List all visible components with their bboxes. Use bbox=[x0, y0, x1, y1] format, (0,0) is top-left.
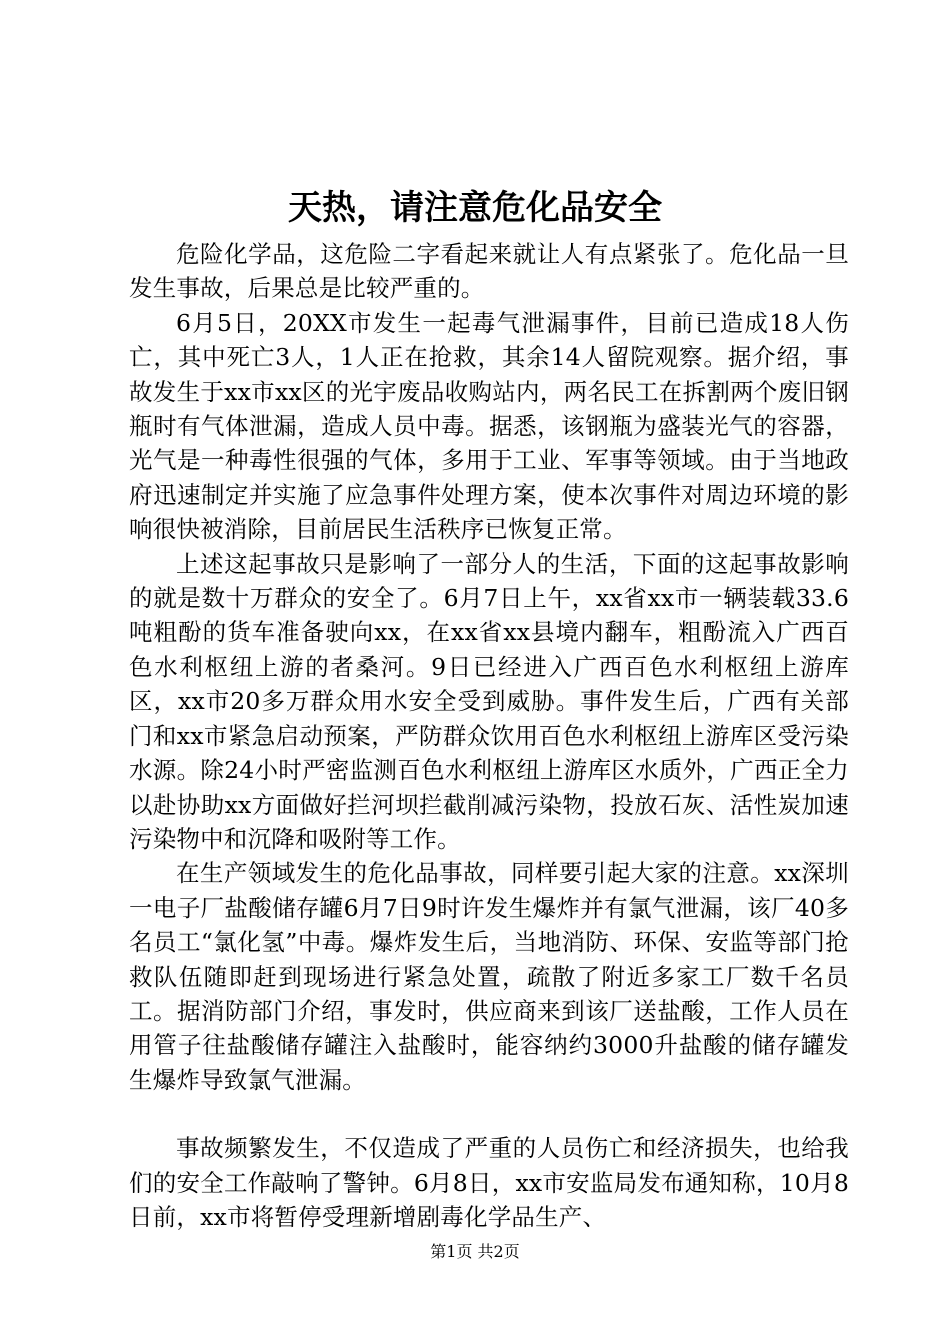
document-body bbox=[129, 237, 849, 1234]
paragraph-warning: 事故频繁发生，不仅造成了严重的人员伤亡和经济损失，也给我们的安全工作敲响了警钟。6月8日，xx市安监局发布通知称，10月8日前，xx市将暂停受理新增剧毒化学品生产、 bbox=[129, 1134, 849, 1231]
paragraph-intro: 危险化学品，这危险二字看起来就让人有点紧张了。危化品一旦发生事故，后果总是比较严重的。 bbox=[129, 240, 849, 303]
paragraph-factory-explosion: 在生产领域发生的危化品事故，同样要引起大家的注意。xx深圳一电子厂盐酸储存罐6月7日9时许发生爆炸并有氯气泄漏，该厂40多名员工“氯化氢”中毒。爆炸发生后，当地消防、环保、安监等部门抢救队伍随即赶到现场进行紧急处置，疏散了附近多家工厂数千名员工。据消防部门介绍，事发时，供应商来到该厂送盐酸，工作人员在用管子往盐酸储存罐注入盐酸时，能容纳约3000升盐酸的储存罐发生爆炸导致氯气泄漏。 bbox=[129, 859, 849, 1094]
paragraph-gas-leak: 6月5日，20XX市发生一起毒气泄漏事件，目前已造成18人伤亡，其中死亡3人，1人正在抢救，其余14人留院观察。据介绍，事故发生于xx市xx区的光宇废品收购站内，两名民工在拆割两个废旧钢瓶时有气体泄漏，造成人员中毒。据悉，该钢瓶为盛装光气的容器，光气是一种毒性很强的气体，多用于工业、军事等领域。由于当地政府迅速制定并实施了应急事件处理方案，使本次事件对周边环境的影响很快被消除，目前居民生活秩序已恢复正常。 bbox=[129, 308, 849, 544]
document-title: 天热，请注意危化品安全 bbox=[288, 188, 662, 228]
paragraph-phenol-spill: 上述这起事故只是影响了一部分人的生活，下面的这起事故影响的就是数十万群众的安全了。6月7日上午，xx省xx市一辆装载33.6吨粗酚的货车准备驶向xx，在xx省xx县境内翻车，粗酚流入广西百色水利枢纽上游的者桑河。9日已经进入广西百色水利枢纽上游库区，xx市20多万群众用水安全受到威胁。事件发生后，广西有关部门和xx市紧急启动预案，严防群众饮用百色水利枢纽上游库区受污染水源。除24小时严密监测百色水利枢纽上游库区水质外，广西正全力以赴协助xx方面做好拦河坝拦截削减污染物，投放石灰、活性炭加速污染物中和沉降和吸附等工作。 bbox=[129, 549, 849, 853]
page-number-footer: 第1页 共2页 bbox=[430, 1242, 520, 1261]
